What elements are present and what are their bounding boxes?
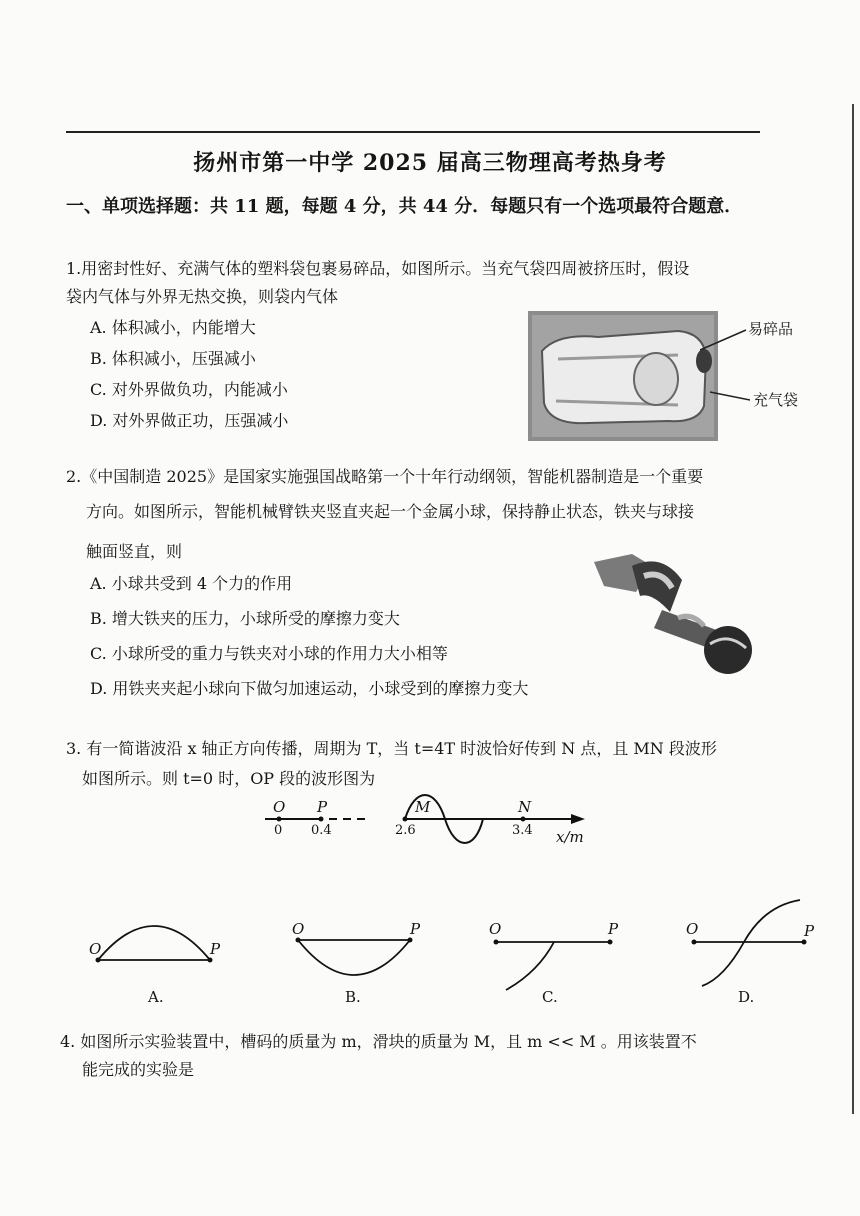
q1-figure-leaders xyxy=(700,322,750,412)
q3-stem-line1 xyxy=(66,732,717,766)
q1-option-b: B. 体积减小，压强减小 xyxy=(90,349,256,368)
section-heading: 一、单项选择题：共 11 题，每题 4 分，共 44 分．每题只有一个选项最符合题意． xyxy=(66,196,743,217)
q2-robot-arm-figure xyxy=(592,552,762,677)
axis-arrow xyxy=(571,814,585,824)
q1-option-c: C. 对外界做负功，内能减小 xyxy=(90,380,288,399)
choice-b-label-o: O xyxy=(292,920,305,938)
page-edge-line xyxy=(852,104,854,1114)
point-p xyxy=(319,817,324,822)
label-airbag: 充气袋 xyxy=(753,391,799,409)
point-m xyxy=(403,817,408,822)
point-n xyxy=(521,817,526,822)
q1-stem-line1: 1.用密封性好、充满气体的塑料袋包裹易碎品，如图所示。当充气袋四周被挤压时，假设 xyxy=(66,259,690,278)
choice-c-label-o: O xyxy=(489,920,502,938)
q1-stem-line2: 袋内气体与外界无热交换，则袋内气体 xyxy=(66,287,339,306)
tick-0-4: 0.4 xyxy=(311,823,332,838)
choice-c: C. xyxy=(542,988,558,1006)
choice-d-label-p: P xyxy=(804,922,815,940)
axis-unit-label: x/m xyxy=(556,828,584,846)
q2-stem-line3: 触面竖直，则 xyxy=(86,542,183,561)
q1-option-d: D. 对外界做正功，压强减小 xyxy=(90,411,289,430)
tick-0: 0 xyxy=(274,823,283,838)
choice-d-label-o: O xyxy=(686,920,699,938)
q2-option-c: C. 小球所受的重力与铁夹对小球的作用力大小相等 xyxy=(90,644,448,663)
label-m: M xyxy=(415,798,431,816)
choice-d: D. xyxy=(738,988,755,1006)
label-fragile: 易碎品 xyxy=(748,320,794,338)
choice-c-waveform xyxy=(488,932,618,992)
tick-3-4: 3.4 xyxy=(512,823,533,838)
q2-stem-line2: 方向。如图所示，智能机械臂铁夹竖直夹起一个金属小球，保持静止状态，铁夹与球接 xyxy=(86,502,695,521)
top-rule xyxy=(66,131,760,133)
exam-title: 扬州市第一中学 2025 届高三物理高考热身考 xyxy=(193,150,667,176)
choice-a-label-o: O xyxy=(89,940,102,958)
q3-stem-line2: 如图所示。则 t=0 时，OP 段的波形图为 xyxy=(82,769,376,788)
point-o xyxy=(277,817,282,822)
q1-option-a: A. 体积减小，内能增大 xyxy=(90,318,256,337)
choice-b: B. xyxy=(345,988,361,1006)
label-o: O xyxy=(273,798,286,816)
q2-stem-line1: 2.《中国制造 2025》是国家实施强国战略第一个十年行动纲领，智能机器制造是一个重要 xyxy=(66,467,704,486)
choice-b-waveform xyxy=(290,930,420,990)
q2-option-a: A. 小球共受到 4 个力的作用 xyxy=(90,574,293,593)
label-p: P xyxy=(317,798,328,816)
q4-stem-line2: 能完成的实验是 xyxy=(82,1060,195,1079)
label-n: N xyxy=(518,798,532,816)
choice-a-label-p: P xyxy=(210,940,221,958)
q2-option-d: D. 用铁夹夹起小球向下做匀加速运动，小球受到的摩擦力变大 xyxy=(90,679,529,698)
choice-a-waveform xyxy=(90,912,220,968)
q2-option-b: B. 增大铁夹的压力，小球所受的摩擦力变大 xyxy=(90,609,400,628)
choice-a: A. xyxy=(148,988,164,1006)
q4-stem-line1: 4. 如图所示实验装置中，槽码的质量为 m，滑块的质量为 M，且 m << M 。用该装置不 xyxy=(60,1032,697,1051)
choice-d-waveform xyxy=(684,898,814,988)
q3-stem-line1-text: 3. 有一简谐波沿 x 轴正方向传播，周期为 T，当 t=4T 时波恰好传到 N 点，且 MN 段波形 xyxy=(66,739,717,758)
choice-c-label-p: P xyxy=(608,920,619,938)
choice-b-label-p: P xyxy=(410,920,421,938)
q1-airbag-figure xyxy=(528,311,718,441)
tick-2-6: 2.6 xyxy=(395,823,416,838)
